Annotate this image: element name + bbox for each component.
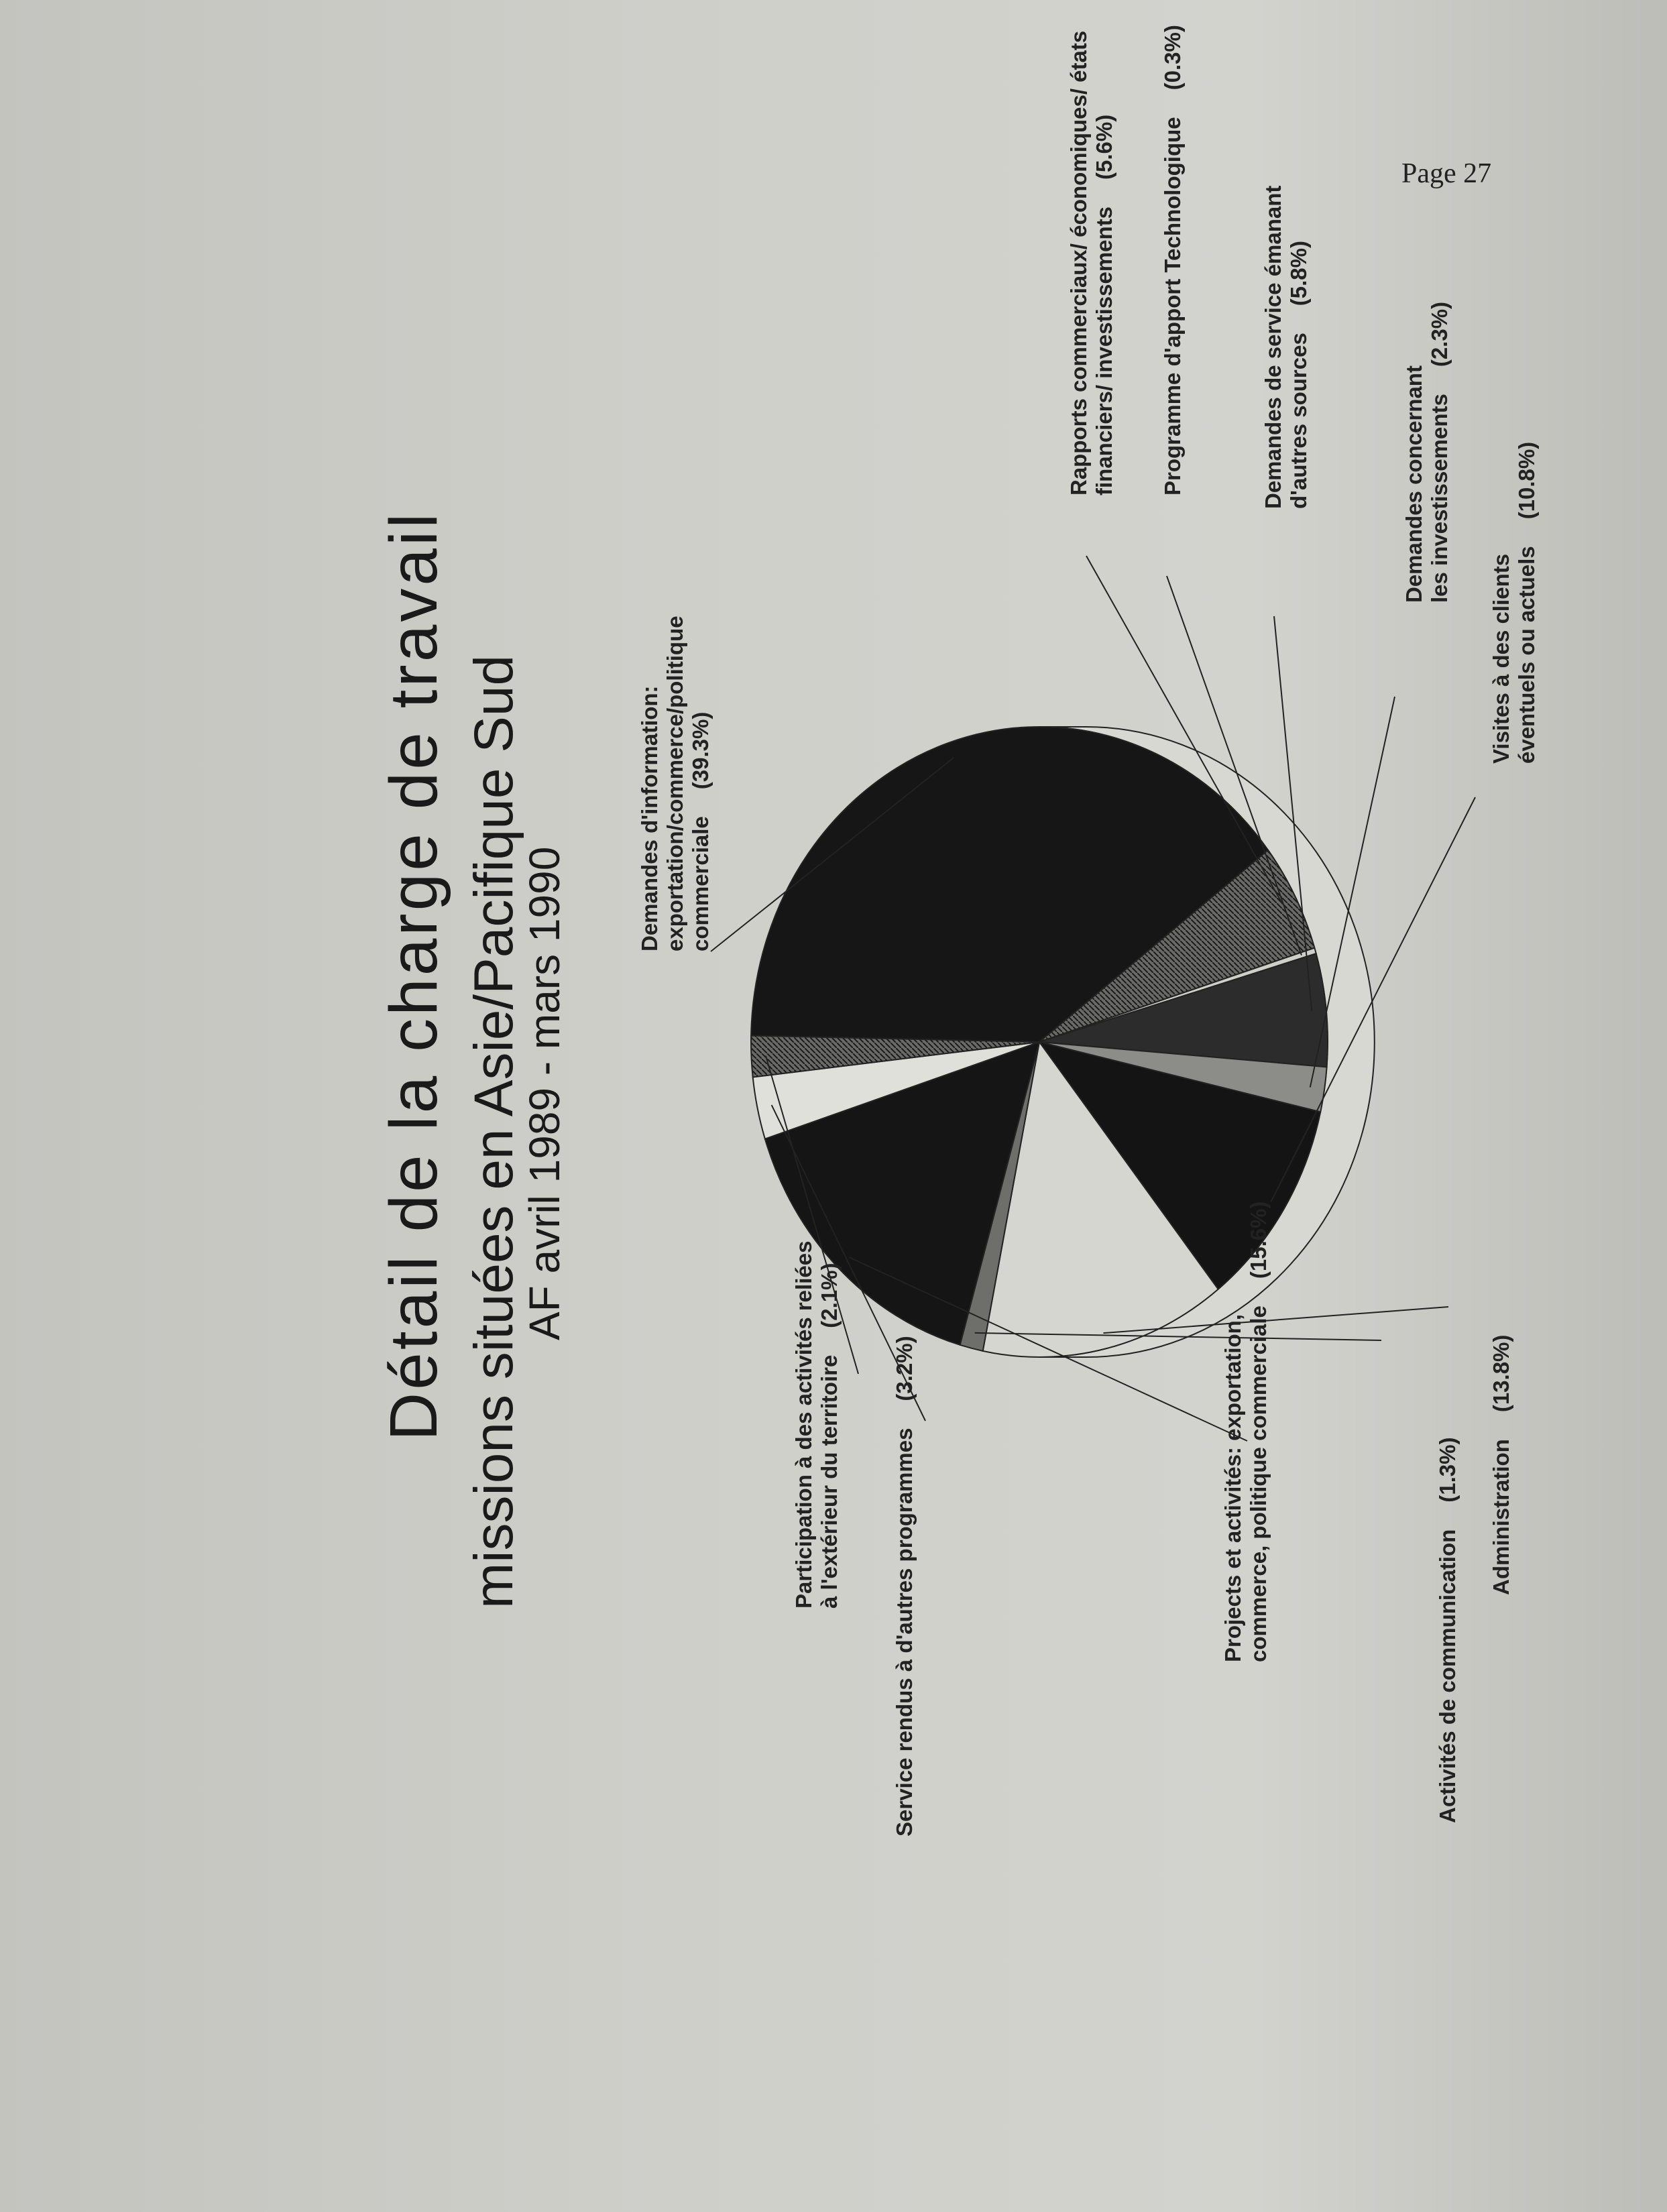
slice-label-4 — [1261, 186, 1312, 509]
slice-percent: (5.8%) — [1286, 241, 1311, 306]
chart-title: Détail de la charge de travail — [376, 510, 451, 1441]
slice-percent: (2.1%) — [817, 1263, 842, 1328]
slice-percent: (5.6%) — [1092, 114, 1116, 180]
slice-label-1 — [637, 616, 713, 951]
slice-label-3 — [1160, 25, 1186, 496]
slice-label-line: Activités de communication(1.3%) — [1435, 1437, 1460, 1823]
slice-percent: (39.3%) — [688, 711, 713, 790]
slice-percent: (10.8%) — [1514, 441, 1539, 520]
chart-subtitle: missions situées en Asie/Pacifique Sud — [463, 654, 524, 1609]
slice-percent: (2.3%) — [1427, 301, 1452, 367]
slice-label-2 — [1066, 31, 1117, 496]
chart-period: AF avril 1989 - mars 1990 — [520, 846, 569, 1340]
slice-label-line: Demandes concernant — [1401, 365, 1426, 603]
slice-label-line: les investissements(2.3%) — [1427, 301, 1452, 603]
slice-label-7 — [1489, 1335, 1514, 1595]
slice-label-line: Administration(13.8%) — [1489, 1334, 1513, 1595]
slice-label-line: Service rendus à d'autres programmes(3.2%) — [892, 1336, 917, 1837]
pie-slices — [751, 727, 1375, 1357]
slice-label-11 — [791, 1241, 842, 1609]
slice-label-line: Participation à des activités reliées — [791, 1240, 816, 1609]
slice-label-6 — [1489, 442, 1540, 764]
slice-label-line: exportation/commerce/politique — [663, 616, 687, 951]
slice-label-line: Demandes d'information: — [637, 685, 662, 951]
slice-label-line: éventuels ou actuels(10.8%) — [1514, 441, 1539, 764]
slice-label-line: financiers/ investissements(5.6%) — [1092, 114, 1116, 496]
slice-percent: (3.2%) — [892, 1336, 917, 1401]
slice-label-line: d'autres sources(5.8%) — [1286, 241, 1311, 509]
slice-label-5 — [1401, 302, 1452, 603]
slice-label-line: Programme d'apport Technologique(0.3%) — [1160, 25, 1185, 496]
slice-percent: (0.3%) — [1160, 25, 1185, 91]
slice-percent: (15.6%) — [1246, 1201, 1271, 1279]
page-number: Page 27 — [1401, 158, 1492, 189]
slice-label-10 — [892, 1336, 917, 1837]
slice-label-8 — [1435, 1438, 1460, 1823]
slice-label-line: Rapports commerciaux/ économiques/ états — [1066, 30, 1091, 496]
slice-label-9 — [1220, 1202, 1271, 1662]
slice-label-line: Projects et activités: exportation, — [1220, 1314, 1245, 1662]
slice-label-line: à l'extérieur du territoire(2.1%) — [817, 1263, 842, 1609]
slice-percent: (1.3%) — [1435, 1437, 1460, 1503]
slice-label-line: commerce, politique commerciale(15.6%) — [1246, 1201, 1271, 1662]
slice-percent: (13.8%) — [1489, 1334, 1513, 1413]
slice-label-line: Demandes de service émanant — [1261, 185, 1285, 509]
slice-label-line: commerciale(39.3%) — [688, 711, 713, 951]
slice-label-line: Visites à des clients — [1489, 553, 1513, 764]
